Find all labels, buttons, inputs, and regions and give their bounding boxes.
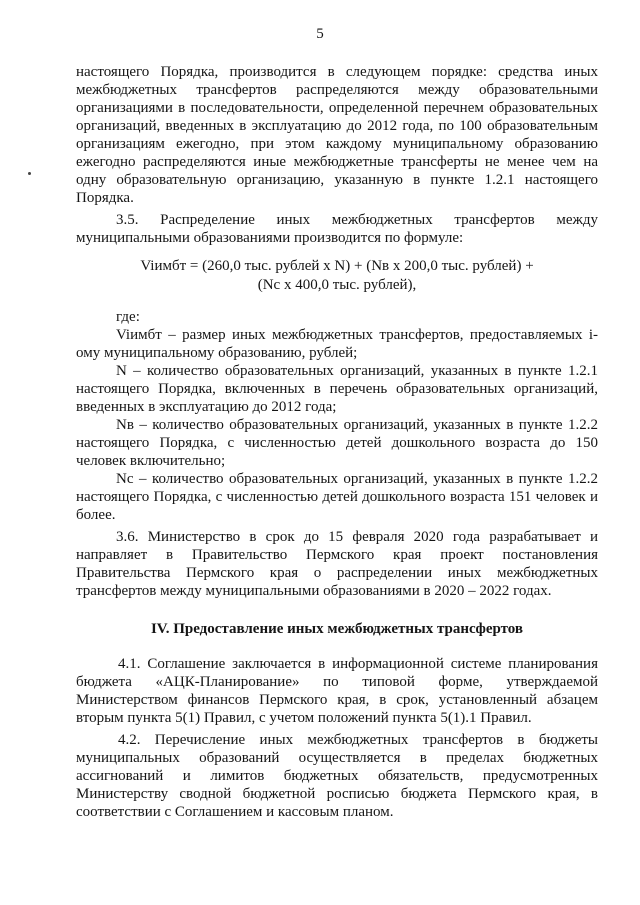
document-body <box>76 63 598 821</box>
formula-line-1: Viимбт = (260,0 тыс. рублей х N) + (Nв х 200,0 тыс. рублей) + <box>140 258 534 274</box>
formula-line-2: (Nс х 400,0 тыс. рублей), <box>257 277 417 293</box>
paragraph-3-5: 3.5. Распределение иных межбюджетных трансфертов между муниципальными образованиями производится по формуле: <box>76 212 598 246</box>
page-number: 5 <box>316 26 324 42</box>
definition-nc: Nс – количество образовательных организаций, указанных в пункте 1.2.2 настоящего Порядка, с численностью детей дошкольного возраста 151 человек и более. <box>76 471 598 523</box>
scan-speck <box>28 172 31 175</box>
paragraph-4-2: 4.2. Перечисление иных межбюджетных трансфертов в бюджеты муниципальных образований осуществляется в пределах бюджетных ассигнований и лимитов бюджетных обязательств, предусмотренных Министерству сводной бюджетной росписью бюджета Пермского края, в соответствии с Соглашением и кассовым планом. <box>76 732 598 820</box>
formula <box>76 257 598 295</box>
where-label: где: <box>116 309 140 325</box>
definition-n: N – количество образовательных организаций, указанных в пункте 1.2.1 настоящего Порядка, включенных в перечень образовательных организаций, введенных в эксплуатацию до 2012 года; <box>76 363 598 415</box>
paragraph-3-6: 3.6. Министерство в срок до 15 февраля 2020 года разрабатывает и направляет в Правительство Пермского края проект постановления Правительства Пермского края о распределении иных межбюджетных трансфертов между муниципальными образованиями в 2020 – 2022 годах. <box>76 529 598 599</box>
definition-viimbt: Viимбт – размер иных межбюджетных трансфертов, предоставляемых i-ому муниципальному образованию, рублей; <box>76 327 598 361</box>
paragraph-4-1: 4.1. Соглашение заключается в информационной системе планирования бюджета «АЦК-Планирование» по типовой форме, утверждаемой Министерством финансов Пермского края, в срок, установленный абзацем вторым пункта 5(1) Правил, с учетом положений пункта 5(1).1 Правил. <box>76 656 598 726</box>
definition-nv: Nв – количество образовательных организаций, указанных в пункте 1.2.2 настоящего Порядка, с численностью детей дошкольного возраста до 150 человек включительно; <box>76 417 598 469</box>
paragraph-continuation: настоящего Порядка, производится в следующем порядке: средства иных межбюджетных трансфертов распределяются между образовательными организациями в последовательности, определенной перечнем образовательных организаций, введенных в эксплуатацию до 2012 года, по 100 образовательным организациям ежегодно, при этом каждому муниципальному образованию ежегодно распределяются иные межбюджетные трансферты не менее чем на одну образовательную организацию, указанную в пункте 1.2.1 настоящего Порядка. <box>76 64 598 206</box>
section-heading: IV. Предоставление иных межбюджетных трансфертов <box>150 621 524 637</box>
